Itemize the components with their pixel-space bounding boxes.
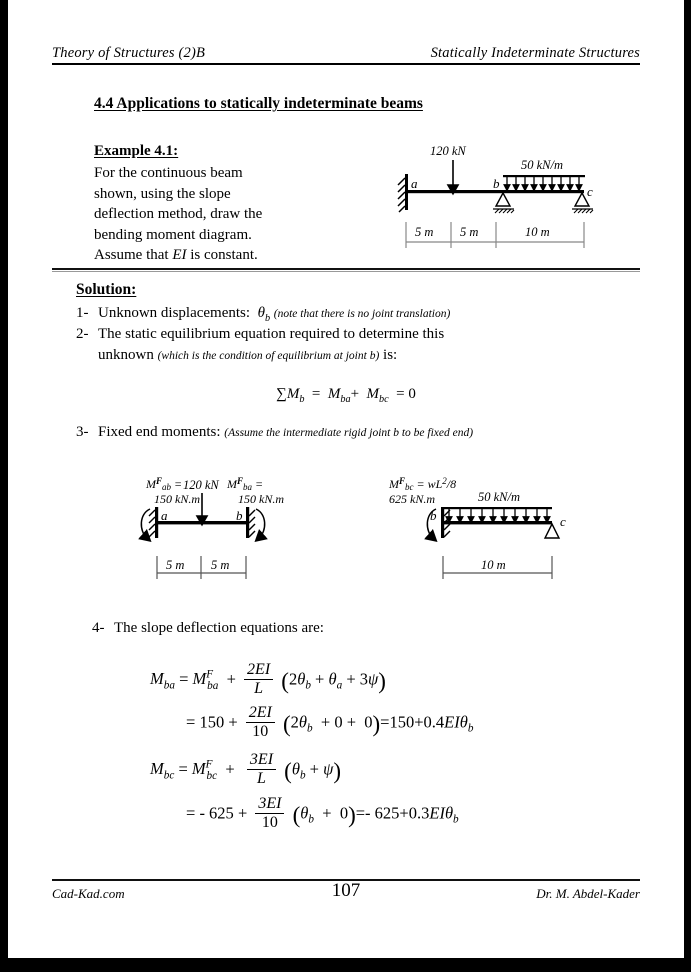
page-header bbox=[52, 45, 640, 65]
example-body bbox=[94, 163, 324, 266]
footer-right: Dr. M. Abdel-Kader bbox=[536, 886, 640, 901]
item-3-text: Fixed end moments: bbox=[98, 424, 221, 440]
document-page bbox=[8, 0, 684, 958]
item-3-number: 3- bbox=[76, 424, 89, 440]
item-1-number: 1- bbox=[76, 305, 89, 321]
fem-ba-label-line1: $M^F_{ba}$ = bbox=[227, 476, 264, 492]
section-divider bbox=[52, 268, 640, 272]
slope-deflection-equation-2: $M_{bc} = M^F_{bc}$ + $\frac{3EI}{L}$ $(\theta_b + \psi)$ bbox=[150, 751, 342, 787]
item-1-text: Unknown displacements: bbox=[98, 305, 251, 321]
fem-bc-label-line2: 625 kN.m bbox=[389, 492, 435, 506]
fem-diagram-bc bbox=[386, 476, 606, 586]
fem-ab-dim-2: 5 m bbox=[211, 558, 230, 572]
fem-ab-node-b: b bbox=[236, 508, 243, 523]
item-4-text: The slope deflection equations are: bbox=[114, 620, 324, 636]
fem-ab-label-line2: 150 kN.m bbox=[154, 492, 200, 506]
example-line-2: shown, using the slope bbox=[94, 185, 231, 202]
solution-item-4 bbox=[92, 620, 324, 637]
page-number: 107 bbox=[331, 880, 361, 901]
beam-udl-label: 50 kN/m bbox=[521, 158, 564, 172]
item-2-number: 2- bbox=[76, 326, 89, 342]
solution-item-3 bbox=[76, 424, 656, 441]
example-line-3: deflection method, draw the bbox=[94, 206, 263, 222]
solution-item-1: 1- Unknown displacements: $\theta_b$ (note that there is no joint translation) bbox=[76, 305, 451, 324]
slope-deflection-equation-1-evaluated: = 150 + $\frac{2EI}{10}$ $(2\theta_b + 0 + 0)=150+0.4EI\theta_b$ bbox=[186, 704, 474, 740]
fem-ab-node-a: a bbox=[161, 508, 168, 523]
beam-node-c: c bbox=[587, 184, 593, 199]
beam-point-load-label: 120 kN bbox=[430, 146, 466, 158]
beam-dim-1: 5 m bbox=[415, 225, 434, 239]
footer-left: Cad-Kad.com bbox=[52, 886, 125, 901]
solution-heading: Solution: bbox=[76, 281, 137, 298]
beam-node-b: b bbox=[493, 176, 500, 191]
item-3-note: (Assume the intermediate rigid joint b to be fixed end) bbox=[224, 427, 474, 439]
solution-item-2 bbox=[76, 324, 636, 367]
fem-ba-label-line3: 150 kN.m bbox=[238, 492, 284, 506]
item-2-line-2: unknown (which is the condition of equilibrium at joint b) is: bbox=[98, 347, 398, 363]
fem-bc-label-line1: $M^F_{bc} = wL^2/8$ bbox=[389, 476, 457, 492]
example-line-5: Assume that EI is constant. bbox=[94, 247, 258, 263]
fem-ab-point-load: 120 kN bbox=[183, 478, 219, 492]
equilibrium-equation: $\sum M_b = M_{ba}+ M_{bc} = 0$ bbox=[276, 386, 416, 405]
example-line-1: For the continuous beam bbox=[94, 165, 243, 181]
fem-bc-dim: 10 m bbox=[481, 558, 506, 572]
slope-deflection-equation-2-evaluated: = - 625 + $\frac{3EI}{10}$ $(\theta_b + 0)=-$ 625+0.3EIθ$_b$ bbox=[186, 795, 459, 831]
section-title: 4.4 Applications to statically indeterminate beams bbox=[94, 95, 423, 112]
beam-dim-3: 10 m bbox=[525, 225, 550, 239]
header-right-title: Statically Indeterminate Structures bbox=[430, 45, 640, 61]
fem-bc-node-b: b bbox=[430, 508, 437, 523]
fem-diagram-ab bbox=[128, 476, 348, 586]
fem-ab-dim-1: 5 m bbox=[166, 558, 185, 572]
fem-bc-node-c: c bbox=[560, 514, 566, 529]
beam-dim-2: 5 m bbox=[460, 225, 479, 239]
beam-diagram-main bbox=[390, 146, 620, 256]
fem-ab-label-line1: $M^F_{ab}$ = bbox=[146, 476, 183, 492]
item-2-line-1: The static equilibrium equation required to determine this bbox=[98, 326, 445, 342]
example-title: Example 4.1: bbox=[94, 143, 179, 159]
item-1-note: (note that there is no joint translation) bbox=[273, 308, 451, 320]
item-4-number: 4- bbox=[92, 620, 105, 636]
beam-node-a: a bbox=[411, 176, 418, 191]
header-left-title: Theory of Structures (2)B bbox=[52, 45, 206, 61]
example-line-4: bending moment diagram. bbox=[94, 226, 252, 243]
fem-bc-udl-label: 50 kN/m bbox=[478, 490, 521, 504]
slope-deflection-equation-1: $M_{ba} = M^F_{ba}$ + $\frac{2EI}{L}$ $(2\theta_b + \theta_a + 3\psi)$ bbox=[150, 661, 386, 697]
